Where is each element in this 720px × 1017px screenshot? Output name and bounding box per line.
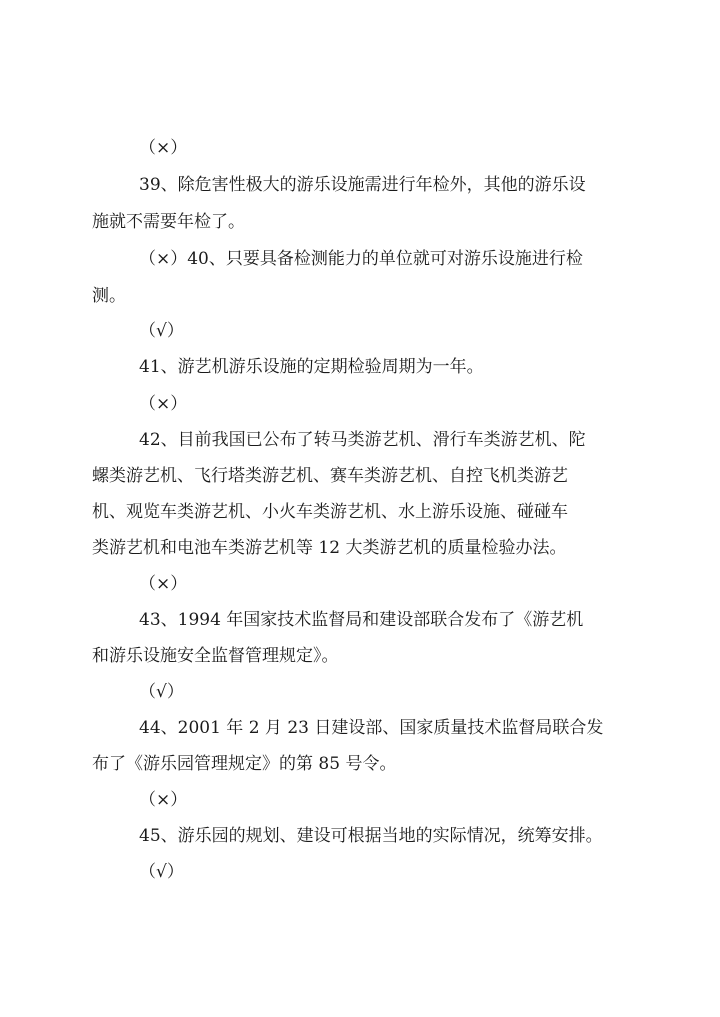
- question-43-line-2: 和游乐设施安全监督管理规定》。: [92, 646, 339, 666]
- answer-line: （√）: [139, 862, 184, 882]
- question-39-line-2: 施就不需要年检了。: [92, 212, 245, 232]
- question-45-line-1: 45、游乐园的规划、建设可根据当地的实际情况，统筹安排。: [139, 826, 603, 846]
- question-43-line-1: 43、1994 年国家技术监督局和建设部联合发布了《游艺机: [139, 610, 584, 630]
- answer-line: （×）: [139, 394, 188, 414]
- answer-line: （√）: [139, 682, 184, 702]
- question-39-line-1: 39、除危害性极大的游乐设施需进行年检外，其他的游乐设: [139, 175, 586, 195]
- answer-line: （×）: [139, 574, 188, 594]
- question-42-line-2: 螺类游艺机、飞行塔类游艺机、赛车类游艺机、自控飞机类游艺: [92, 466, 568, 486]
- question-42-line-1: 42、目前我国已公布了转马类游艺机、滑行车类游艺机、陀: [139, 430, 586, 450]
- question-42-line-4: 类游艺机和电池车类游艺机等 12 大类游艺机的质量检验办法。: [92, 538, 567, 558]
- answer-line: （×）: [139, 138, 188, 158]
- question-42-line-3: 机、观览车类游艺机、小火车类游艺机、水上游乐设施、碰碰车: [92, 502, 568, 522]
- question-40-line-2: 测。: [92, 286, 126, 306]
- question-40-line-1: （×）40、只要具备检测能力的单位就可对游乐设施进行检: [139, 249, 583, 269]
- answer-line: （×）: [139, 790, 188, 810]
- question-41-line-1: 41、游艺机游乐设施的定期检验周期为一年。: [139, 357, 484, 377]
- question-44-line-1: 44、2001 年 2 月 23 日建设部、国家质量技术监督局联合发: [139, 718, 604, 738]
- question-44-line-2: 布了《游乐园管理规定》的第 85 号令。: [92, 754, 397, 774]
- answer-line: （√）: [139, 321, 184, 341]
